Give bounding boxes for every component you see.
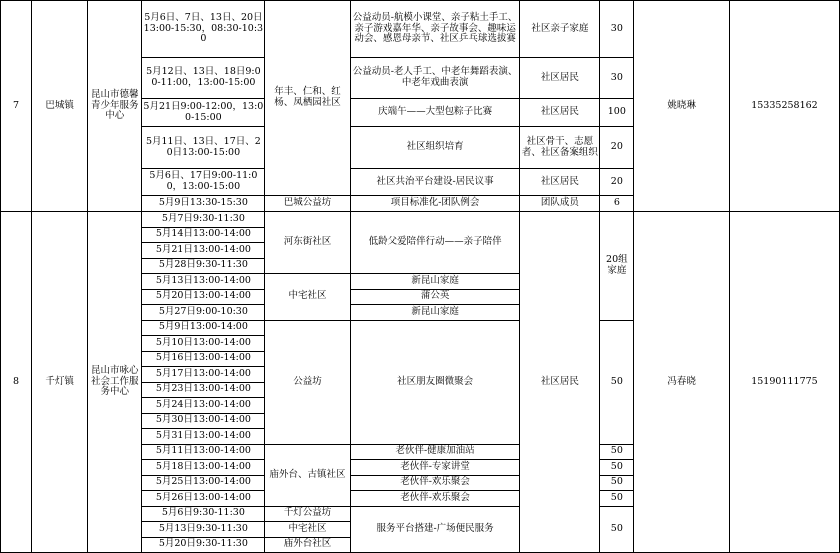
activity-cell: 老伙伴-欢乐聚会 [350,491,520,507]
location-cell: 中宅社区 [265,522,350,538]
time-cell: 5月13日9:30-11:30 [142,522,265,538]
location-cell: 庙外台社区 [265,537,350,553]
phone-cell: 15335258162 [729,1,839,212]
count-cell: 100 [600,99,634,127]
location-cell: 庙外台、古镇社区 [265,444,350,506]
time-cell: 5月31日13:00-14:00 [142,429,265,445]
activity-cell: 老伙伴-欢乐聚会 [350,475,520,491]
row-number: 8 [1,212,32,553]
row-number: 7 [1,1,32,212]
activity-cell: 老伙伴-专家讲堂 [350,460,520,476]
activity-cell: 社区朋友圈微聚会 [350,320,520,444]
count-cell: 50 [600,475,634,491]
time-cell: 5月9日13:00-14:00 [142,320,265,336]
time-cell: 5月17日13:00-14:00 [142,367,265,383]
town-cell: 巴城镇 [32,1,88,212]
activity-cell: 项目标准化-团队例会 [350,196,520,212]
target-cell: 社区居民 [520,212,600,553]
contact-cell: 姚晓琳 [634,1,730,212]
time-cell: 5月6日、7日、13日、20日13:00-15:30，08:30-10:30 [142,1,265,58]
org-cell: 昆山市咏心社会工作服务中心 [88,212,142,553]
activity-cell: 低龄父爱陪伴行动——亲子陪伴 [350,212,520,274]
activity-cell: 庆端午——大型包粽子比赛 [350,99,520,127]
town-cell: 千灯镇 [32,212,88,553]
table-row [1,212,840,228]
time-cell: 5月16日13:00-14:00 [142,351,265,367]
count-cell: 50 [600,506,634,553]
table-row [1,1,840,58]
time-cell: 5月21日9:00-12:00，13:00-15:00 [142,99,265,127]
time-cell: 5月27日9:00-10:30 [142,305,265,321]
time-cell: 5月14日13:00-14:00 [142,227,265,243]
location-cell: 千灯公益坊 [265,506,350,522]
count-cell: 30 [600,1,634,58]
time-cell: 5月24日13:00-14:00 [142,398,265,414]
count-cell: 50 [600,444,634,460]
location-cell: 河东街社区 [265,212,350,274]
time-cell: 5月26日13:00-14:00 [142,491,265,507]
contact-cell: 冯春晓 [634,212,730,553]
count-cell: 20组家庭 [600,212,634,321]
activity-cell: 蒲公英 [350,289,520,305]
time-cell: 5月30日13:00-14:00 [142,413,265,429]
target-cell: 社区居民 [520,99,600,127]
activity-cell: 公益动员-航模小课堂、亲子粘土手工、亲子游戏嘉年华、亲子故事会、趣味运动会、感恩母亲节、社区乒乓球选拔赛 [350,1,520,58]
time-cell: 5月10日13:00-14:00 [142,336,265,352]
count-cell: 20 [600,169,634,196]
time-cell: 5月6日9:30-11:30 [142,506,265,522]
location-cell: 中宅社区 [265,274,350,321]
time-cell: 5月21日13:00-14:00 [142,243,265,259]
count-cell: 30 [600,58,634,99]
time-cell: 5月20日9:30-11:30 [142,537,265,553]
target-cell: 社区骨干、志愿者、社区备案组织 [520,127,600,169]
location-cell: 公益坊 [265,320,350,444]
count-cell: 6 [600,196,634,212]
time-cell: 5月9日13:30-15:30 [142,196,265,212]
activity-cell: 社区组织培育 [350,127,520,169]
location-cell: 年丰、仁和、红杨、凤栖园社区 [265,1,350,196]
activity-cell: 新昆山家庭 [350,274,520,290]
count-cell: 50 [600,460,634,476]
location-cell: 巴城公益坊 [265,196,350,212]
count-cell: 50 [600,320,634,444]
target-cell: 社区居民 [520,169,600,196]
time-cell: 5月13日13:00-14:00 [142,274,265,290]
activity-cell: 社区共治平台建设-居民议事 [350,169,520,196]
count-cell: 50 [600,491,634,507]
org-cell: 昆山市德馨青少年服务中心 [88,1,142,212]
activity-cell: 服务平台搭建-广场便民服务 [350,506,520,553]
time-cell: 5月25日13:00-14:00 [142,475,265,491]
phone-cell: 15190111775 [729,212,839,553]
time-cell: 5月12日、13日、18日9:00-11:00，13:00-15:00 [142,58,265,99]
time-cell: 5月11日13:00-14:00 [142,444,265,460]
time-cell: 5月18日13:00-14:00 [142,460,265,476]
time-cell: 5月20日13:00-14:00 [142,289,265,305]
time-cell: 5月7日9:30-11:30 [142,212,265,228]
activity-cell: 老伙伴-健康加油站 [350,444,520,460]
time-cell: 5月28日9:30-11:30 [142,258,265,274]
target-cell: 社区居民 [520,58,600,99]
activity-cell: 新昆山家庭 [350,305,520,321]
time-cell: 5月23日13:00-14:00 [142,382,265,398]
count-cell: 20 [600,127,634,169]
activity-cell: 公益动员-老人手工、中老年舞蹈表演、中老年戏曲表演 [350,58,520,99]
time-cell: 5月11日、13日、17日、20日13:00-15:00 [142,127,265,169]
time-cell: 5月6日、17日9:00-11:00，13:00-15:00 [142,169,265,196]
target-cell: 团队成员 [520,196,600,212]
target-cell: 社区亲子家庭 [520,1,600,58]
